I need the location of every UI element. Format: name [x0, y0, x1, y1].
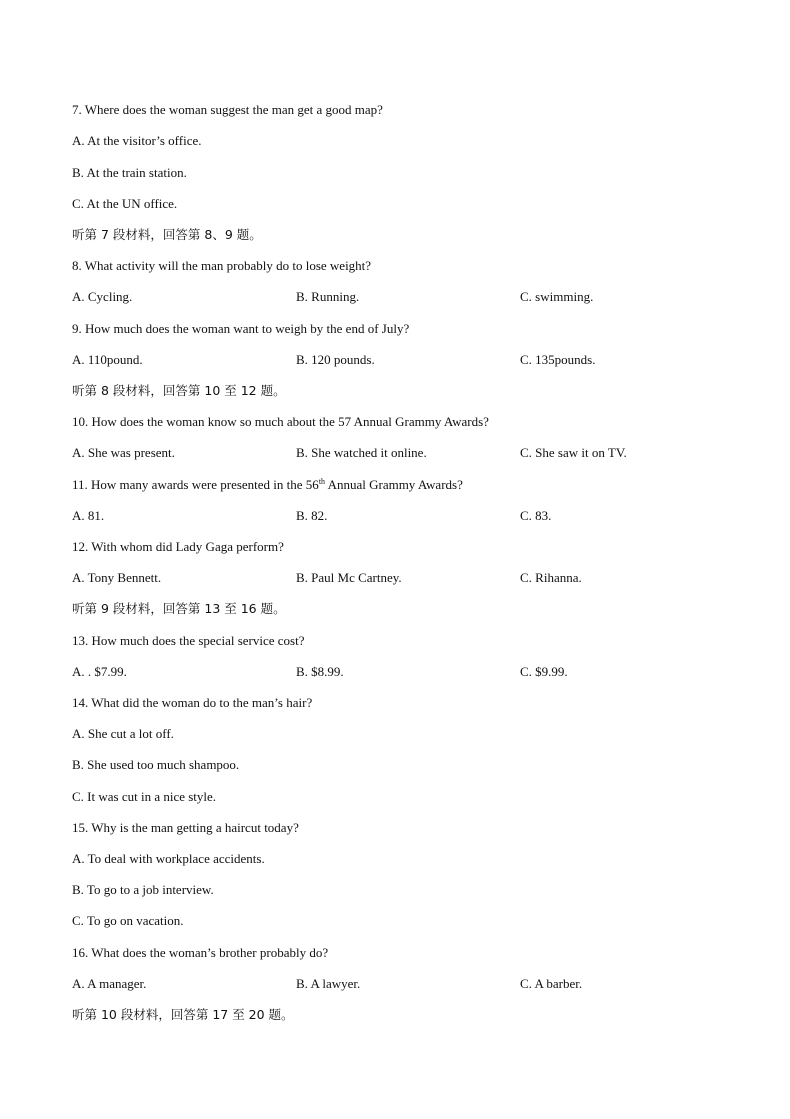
q7-option-c: C. At the UN office. — [72, 196, 178, 211]
q13-option-c: C. $9.99. — [520, 664, 568, 679]
q15-option-a: A. To deal with workplace accidents. — [72, 851, 265, 866]
q7-option-a: A. At the visitor’s office. — [72, 133, 202, 148]
q12-options — [72, 570, 752, 586]
q15-option-c: C. To go on vacation. — [72, 913, 184, 928]
section-7-instruction: 听第 7 段材料，回答第 8、9 题。 — [72, 227, 262, 242]
q11-option-b: B. 82. — [296, 508, 328, 523]
question-7: 7. Where does the woman suggest the man get a good map? — [72, 102, 383, 117]
question-9: 9. How much does the woman want to weigh by the end of July? — [72, 321, 410, 336]
section-9-instruction: 听第 9 段材料，回答第 13 至 16 题。 — [72, 601, 286, 616]
q16-option-c: C. A barber. — [520, 976, 583, 991]
q10-option-c: C. She saw it on TV. — [520, 445, 627, 460]
q10-option-a: A. She was present. — [72, 445, 175, 460]
question-16: 16. What does the woman’s brother probably do? — [72, 945, 329, 960]
q11-option-a: A. 81. — [72, 508, 105, 523]
q7-option-b: B. At the train station. — [72, 165, 187, 180]
q9-option-c: C. 135pounds. — [520, 352, 596, 367]
q9-option-b: B. 120 pounds. — [296, 352, 375, 367]
question-11 — [72, 477, 463, 493]
q11-text-start: 11. How many awards were presented in the 56 — [72, 477, 319, 492]
q14-option-b: B. She used too much shampoo. — [72, 757, 240, 772]
q9-option-a: A. 110pound. — [72, 352, 143, 367]
q12-option-a: A. Tony Bennett. — [72, 570, 162, 585]
q15-option-b: B. To go to a job interview. — [72, 882, 214, 897]
q12-option-c: C. Rihanna. — [520, 570, 582, 585]
q13-options — [72, 664, 752, 680]
q8-option-b: B. Running. — [296, 289, 360, 304]
q14-option-a: A. She cut a lot off. — [72, 726, 174, 741]
q14-option-c: C. It was cut in a nice style. — [72, 789, 217, 804]
q11-superscript: th — [318, 477, 326, 486]
q13-option-b: B. $8.99. — [296, 664, 344, 679]
q11-text-end: Annual Grammy Awards? — [325, 477, 463, 492]
q16-option-a: A. A manager. — [72, 976, 147, 991]
q16-option-b: B. A lawyer. — [296, 976, 361, 991]
q8-option-a: A. Cycling. — [72, 289, 133, 304]
section-8-instruction: 听第 8 段材料，回答第 10 至 12 题。 — [72, 383, 286, 398]
question-12: 12. With whom did Lady Gaga perform? — [72, 539, 284, 554]
q16-options — [72, 976, 752, 992]
q12-option-b: B. Paul Mc Cartney. — [296, 570, 402, 585]
q11-option-c: C. 83. — [520, 508, 552, 523]
q9-options — [72, 352, 752, 368]
question-13: 13. How much does the special service cost? — [72, 633, 305, 648]
question-15: 15. Why is the man getting a haircut today? — [72, 820, 299, 835]
q10-options — [72, 445, 752, 461]
q10-option-b: B. She watched it online. — [296, 445, 427, 460]
q13-option-a: A. . $7.99. — [72, 664, 127, 679]
q8-option-c: C. swimming. — [520, 289, 594, 304]
question-10: 10. How does the woman know so much about the 57 Annual Grammy Awards? — [72, 414, 489, 429]
q8-options — [72, 289, 752, 305]
section-10-instruction: 听第 10 段材料，回答第 17 至 20 题。 — [72, 1007, 294, 1022]
question-14: 14. What did the woman do to the man’s hair? — [72, 695, 313, 710]
question-8: 8. What activity will the man probably do to lose weight? — [72, 258, 372, 273]
q11-options — [72, 508, 752, 524]
